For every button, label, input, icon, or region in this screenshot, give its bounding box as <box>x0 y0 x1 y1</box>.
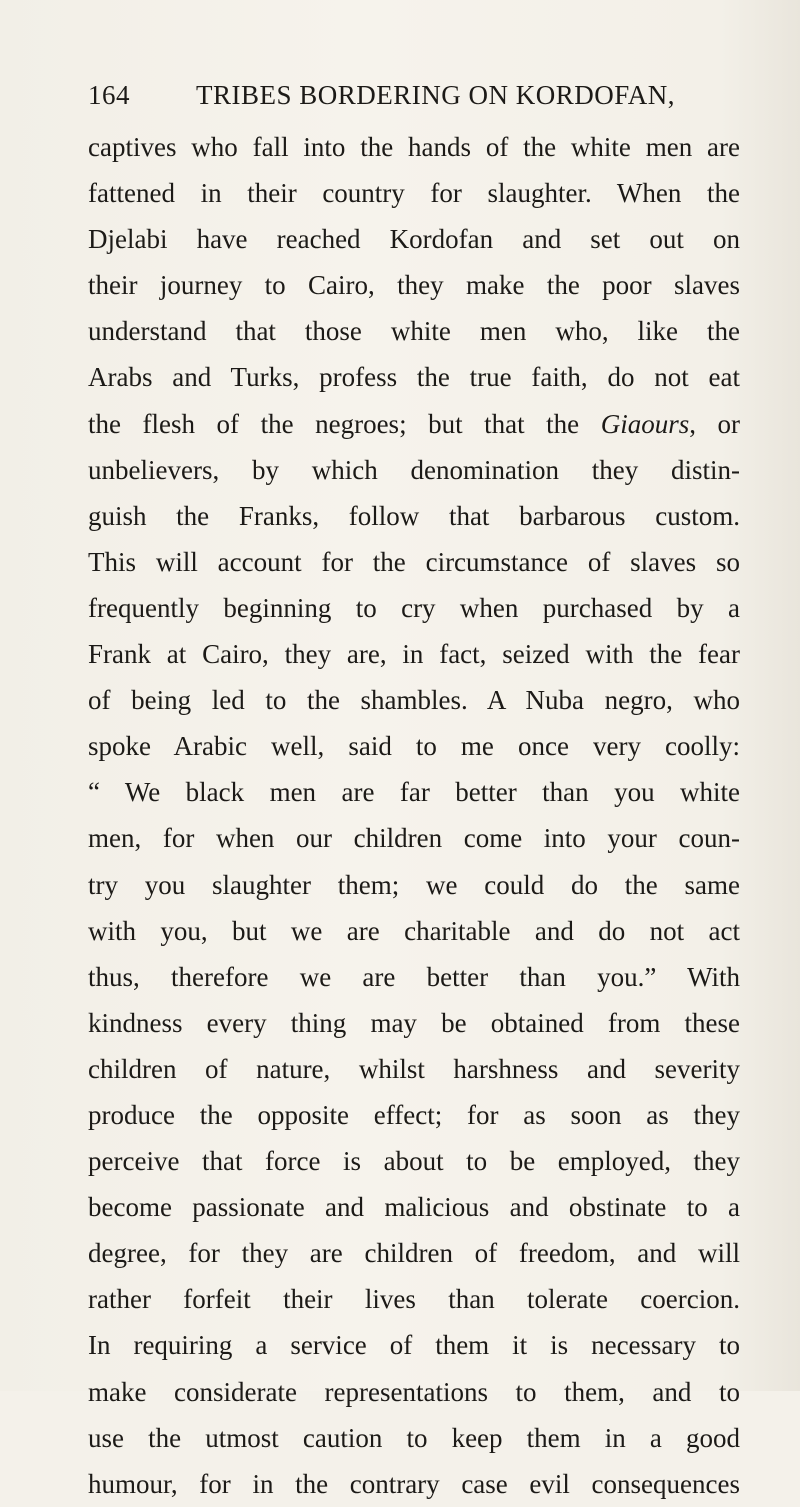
body-text <box>88 124 740 1507</box>
text-line: become passionate and malicious and obstinate to a <box>88 1192 740 1223</box>
page-number: 164 <box>88 80 130 110</box>
text-line: understand that those white men who, like the <box>88 316 740 347</box>
text-segment: , or <box>689 408 740 439</box>
text-line: men, for when our children come into your coun- <box>88 823 740 854</box>
text-line: thus, therefore we are better than you.” With <box>88 961 740 992</box>
text-line: This will account for the circumstance of slaves so <box>88 546 740 577</box>
text-line: frequently beginning to cry when purchased by a <box>88 592 740 623</box>
text-line: use the utmost caution to keep them in a good <box>88 1422 740 1453</box>
text-line: unbelievers, by which denomination they distin- <box>88 454 740 485</box>
text-line: of being led to the shambles. A Nuba negro, who <box>88 685 740 716</box>
text-line: kindness every thing may be obtained from these <box>88 1007 740 1038</box>
text-line: fattened in their country for slaughter. When the <box>88 178 740 209</box>
text-line: produce the opposite effect; for as soon as they <box>88 1099 740 1130</box>
page-header <box>88 80 738 120</box>
text-line: captives who fall into the hands of the white men are <box>88 132 740 162</box>
text-line: Arabs and Turks, profess the true faith, do not eat <box>88 362 740 393</box>
text-line: their journey to Cairo, they make the poor slaves <box>88 270 740 301</box>
text-line: Frank at Cairo, they are, in fact, seized with the fear <box>88 639 740 670</box>
text-line: guish the Franks, follow that barbarous custom. <box>88 500 740 531</box>
text-line: “ We black men are far better than you white <box>88 777 740 808</box>
text-line: In requiring a service of them it is necessary to <box>88 1330 740 1361</box>
text-line: humour, for in the contrary case evil consequences <box>88 1468 740 1499</box>
text-line: Djelabi have reached Kordofan and set out on <box>88 224 740 255</box>
italic-term-giaours: Giaours <box>600 408 690 439</box>
text-line: spoke Arabic well, said to me once very coolly: <box>88 731 740 762</box>
text-line: with you, but we are charitable and do not act <box>88 915 740 946</box>
text-line: rather forfeit their lives than tolerate coercion. <box>88 1284 740 1315</box>
text-line: children of nature, whilst harshness and severity <box>88 1053 740 1084</box>
text-line: make considerate representations to them, and to <box>88 1376 740 1407</box>
text-segment: the flesh of the negroes; but that the <box>88 408 601 439</box>
text-line: try you slaughter them; we could do the same <box>88 869 740 900</box>
running-title: TRIBES BORDERING ON KORDOFAN, <box>196 80 676 110</box>
text-line: degree, for they are children of freedom, and will <box>88 1238 740 1269</box>
text-line-with-italic <box>88 401 740 447</box>
text-line: perceive that force is about to be employed, they <box>88 1146 740 1177</box>
